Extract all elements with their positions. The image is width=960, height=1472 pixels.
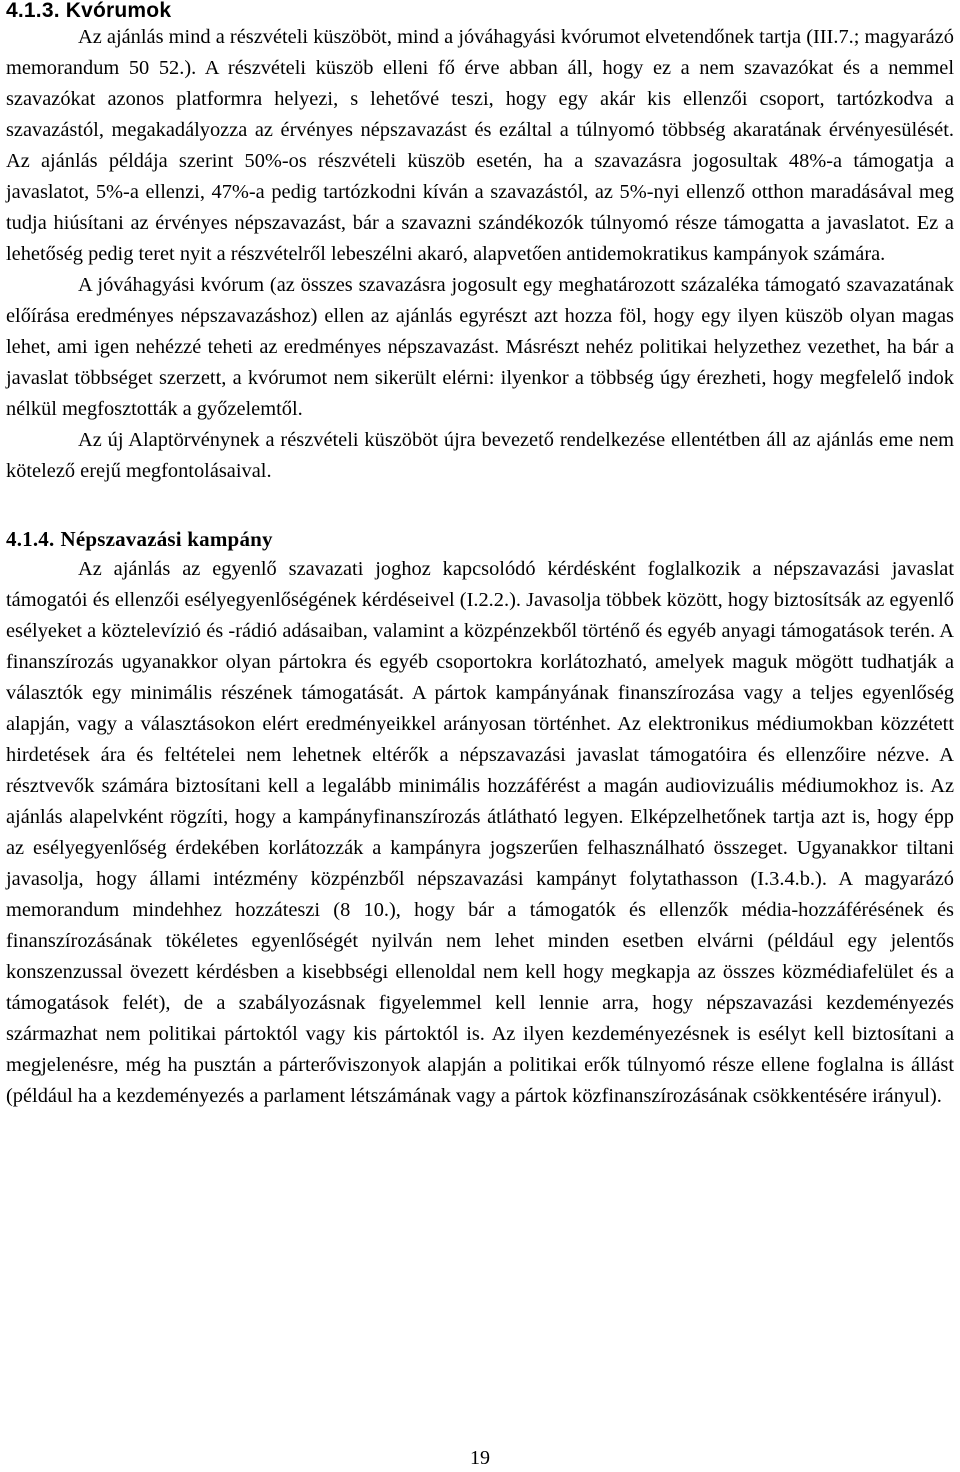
document-page bbox=[6, 0, 954, 1112]
paragraph: Az ajánlás az egyenlő szavazati joghoz kapcsolódó kérdésként foglalkozik a népszavazási javaslat támogatói és ellenzői esélyegyenlőségének kérdéseivel (I.2.2.). Javasolja többek között, hogy biztosítsák az egyenlő esélyeket a köztelevízió és -rádió adásaiban, valamint a közpénzekből történő és egyéb anyagi támogatások terén. A finanszírozás ugyanakkor olyan pártokra és egyéb csoportokra korlátozható, amelyek maguk mögött tudhatják a választók egy minimális részének támogatását. A pártok kampányának finanszírozása vagy a teljes egyenlőség alapján, vagy a választásokon elért eredményeikkel arányosan történhet. Az elektronikus médiumokban közzétett hirdetések ára és feltételei nem lehetnek eltérők a népszavazási javaslat támogatóira és ellenzőire nézve. A résztvevők számára biztosítani kell a legalább minimális hozzáférést a magán audiovizuális médiumokhoz is. Az ajánlás alapelvként rögzíti, hogy a kampányfinanszírozás átlátható legyen. Elképzelhetőnek tartja azt is, hogy épp az esélyegyenlőség érdekében korlátozzák a kampányra jogszerűen felhasználható összeget. Ugyanakkor tiltani javasolja, hogy állami intézmény közpénzből népszavazási kampányt folytathasson (I.3.4.b.). A magyarázó memorandum mindehhez hozzáteszi (8 10.), hogy bár a támogatók és ellenzők média-hozzáférésének és finanszírozásának tökéletes egyenlőségét nyilván nem lehet minden esetben elvárni (például egy jelentős konszenzussal övezett kérdésben a kisebbségi ellenoldal nem kell hogy megkapja az összes közmédiafelület és a támogatások felét), de a szabályozásnak figyelemmel kell lennie arra, hogy népszavazási kezdeményezés származhat nem politikai pártoktól vagy kis pártoktól is. Az ilyen kezdeményezésnek is esélyt kell biztosítani a megjelenésre, még ha pusztán a párterőviszonyok alapján a politikai erők túlnyomó része ellene foglalna is állást (például ha a kezdeményezés a parlament létszámának vagy a pártok közfinanszírozásának csökkentésére irányul). bbox=[6, 558, 954, 1107]
paragraph: Az új Alaptörvénynek a részvételi küszöböt újra bevezető rendelkezése ellentétben áll az ajánlás eme nem kötelező erejű megfontolásaival. bbox=[6, 429, 954, 482]
section-number: 4.1.3. bbox=[6, 0, 60, 22]
section-title: Népszavazási kampány bbox=[60, 527, 273, 551]
page-number: 19 bbox=[470, 1447, 490, 1469]
section-title: Kvórumok bbox=[65, 0, 172, 22]
paragraph: A jóváhagyási kvórum (az összes szavazásra jogosult egy meghatározott százaléka támogató szavazatának előírása eredményes népszavazáshoz) ellen az ajánlás egyrészt azt hozza föl, hogy egy ilyen küszöb olyan magas lehet, ami igen nehézzé teheti az eredményes népszavazást. Másrészt nehéz politikai helyzethez vezethet, ha bár a javaslat többséget szerzett, a kvórumot nem sikerült elérni: ilyenkor a többség úgy érezheti, hogy megfelelő indok nélkül megfosztották a győzelemtől. bbox=[6, 274, 954, 420]
section-heading-nepszavazasi-kampany bbox=[6, 524, 954, 554]
paragraph: Az ajánlás mind a részvételi küszöböt, mind a jóváhagyási kvórumot elvetendőnek tartja (III.7.; magyarázó memorandum 50 52.). A részvételi küszöb elleni fő érve abban áll, hogy ez a nem szavazókat és a nemmel szavazókat azonos platformra helyezi, s lehetővé teszi, hogy egy akár kis ellenzői csoport, tartózkodva a szavazástól, megakadályozza az érvényes népszavazást és ezáltal a túlnyomó többség akaratának érvényesülését. Az ajánlás példája szerint 50%-os részvételi küszöb esetén, ha a szavazásra jogosultak 48%-a támogatja a javaslatot, 5%-a ellenzi, 47%-a pedig tartózkodni kíván a szavazástól, az 5%-nyi ellenző otthon maradásával meg tudja hiúsítani az érvényes népszavazást, bár a szavazni szándékozók túlnyomó része támogatta a javaslatot. Ez a lehetőség pedig teret nyit a részvételről lebeszélni akaró, alapvetően antidemokratikus kampányok számára. bbox=[6, 26, 954, 265]
section-heading-kvorumok bbox=[6, 0, 954, 22]
section-number: 4.1.4. bbox=[6, 527, 55, 551]
